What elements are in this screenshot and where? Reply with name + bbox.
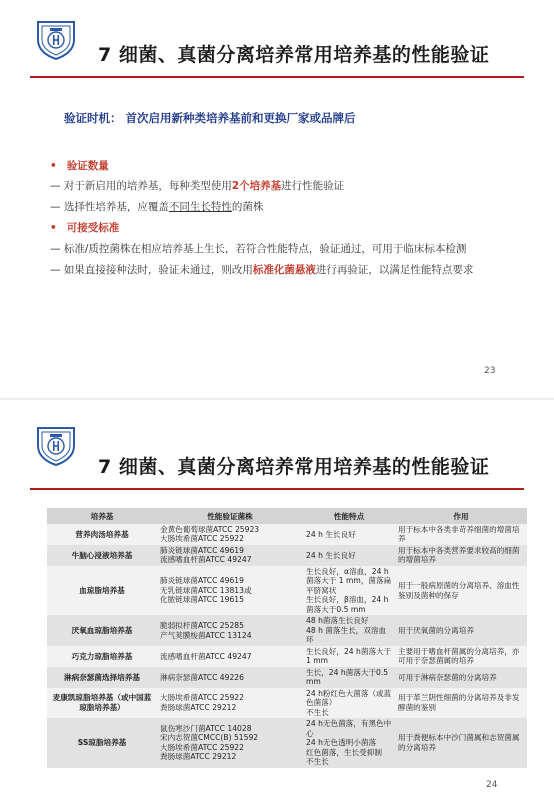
trait-item: 生长，24 h菌落大于0.5 mm xyxy=(306,667,389,687)
slide-title: 7 细菌、真菌分离培养常用培养基的性能验证 xyxy=(98,456,490,478)
use-cell: 主要用于嗜血杆菌属的分离培养，亦可用于奈瑟菌属的培养 xyxy=(395,646,527,667)
strain-item: 流感嗜血杆菌ATCC 49247 xyxy=(160,651,252,661)
traits-cell xyxy=(303,524,395,545)
strain-item: 宋内志贺菌CMCC(B) 51592 xyxy=(160,733,259,743)
table-row xyxy=(47,718,527,767)
table-row xyxy=(47,566,527,615)
strains-cell xyxy=(157,688,303,718)
trait-item: 24 h 生长良好 xyxy=(306,529,356,539)
traits-cell xyxy=(303,566,395,615)
trait-item: 不生长 xyxy=(306,757,329,767)
table-header-row xyxy=(47,508,527,524)
strain-item: 无乳链球菌ATCC 13813或 xyxy=(160,585,252,595)
slide-title: 7 细菌、真菌分离培养常用培养基的性能验证 xyxy=(98,44,490,66)
trait-item: 生长良好，α溶血，24 h菌落大于 1 mm，菌落扁平脐窝状 xyxy=(306,566,392,595)
table-row xyxy=(47,646,527,667)
strain-item: 金黄色葡萄球菌ATCC 25923 xyxy=(160,525,260,534)
header-traits: 性能特点 xyxy=(303,508,395,524)
strains-cell xyxy=(157,524,303,545)
trait-item: 48 h 菌落生长，双溶血环 xyxy=(306,625,387,645)
strain-item: 粪肠球菌ATCC 29212 xyxy=(160,752,237,762)
medium-cell: SS琼脂培养基 xyxy=(47,718,157,767)
strain-item: 肺炎链球菌ATCC 49619 xyxy=(160,545,244,555)
traits-cell xyxy=(303,688,395,718)
trait-item: 生长良好，24 h菌落大于1 mm xyxy=(306,646,392,666)
medium-cell: 牛脑心浸液培养基 xyxy=(47,545,157,566)
title-underline xyxy=(30,488,524,490)
table-row xyxy=(47,545,527,566)
title-underline xyxy=(30,76,524,78)
use-cell: 用于标本中各类营养要求较高的细菌的增菌培养 xyxy=(395,545,527,566)
hospital-logo-icon xyxy=(34,422,78,466)
use-cell: 用于一般病原菌的分离培养、溶血性鉴别及菌种的保存 xyxy=(395,566,527,615)
trait-item: 生长良好，β溶血，24 h菌落大于0.5 mm xyxy=(306,595,389,614)
strain-item: 肺炎链球菌ATCC 49619 xyxy=(160,576,244,586)
strain-item: 鼠伤寒沙门菌ATCC 14028 xyxy=(160,723,252,733)
hospital-logo-icon xyxy=(34,16,78,60)
use-cell: 可用于淋病奈瑟菌的分离培养 xyxy=(395,667,527,688)
strain-item: 化脓链球菌ATCC 19615 xyxy=(160,595,244,605)
strain-item: 大肠埃希菌ATCC 25922 xyxy=(160,693,244,703)
slide-23 xyxy=(0,0,554,400)
table-row xyxy=(47,615,527,645)
table-body xyxy=(47,524,527,768)
use-cell: 用于革兰阴性细菌的分离培养及非发酵菌的鉴别 xyxy=(395,688,527,718)
verification-timing: 验证时机： 首次启用新种类培养基前和更换厂家或品牌后 xyxy=(64,111,356,125)
trait-item: 红色菌落，生长受抑制 xyxy=(306,747,382,757)
page-number: 24 xyxy=(486,780,498,790)
strain-item: 产气荚膜梭菌ATCC 13124 xyxy=(160,630,252,640)
strain-item: 粪肠球菌ATCC 29212 xyxy=(160,702,237,712)
traits-cell xyxy=(303,667,395,688)
strains-cell xyxy=(157,718,303,767)
use-cell: 用于厌氧菌的分离培养 xyxy=(395,615,527,645)
header-strains: 性能验证菌株 xyxy=(157,508,303,524)
medium-cell: 麦康凯琼脂培养基（或中国蓝琼脂培养基） xyxy=(47,688,157,718)
strains-cell xyxy=(157,545,303,566)
header-use: 作用 xyxy=(395,508,527,524)
table-row xyxy=(47,667,527,688)
trait-item: 不生长 xyxy=(306,707,329,717)
strain-item: 大肠埃希菌ATCC 25922 xyxy=(160,534,244,544)
slide-24 xyxy=(0,400,554,802)
quantity-line-1: — 对于新启用的培养基，每种类型使用2个培养基进行性能验证 xyxy=(50,180,345,192)
medium-cell: 血琼脂培养基 xyxy=(47,566,157,615)
table-row xyxy=(47,524,527,545)
strain-item: 淋病奈瑟菌ATCC 49226 xyxy=(160,672,244,682)
traits-cell xyxy=(303,615,395,645)
acceptance-line-2: — 如果直接接种法时，验证未通过，则改用标准化菌悬液进行再验证，以满足性能特点要求 xyxy=(50,264,474,276)
strains-cell xyxy=(157,667,303,688)
strain-item: 大肠埃希菌ATCC 25922 xyxy=(160,742,244,752)
trait-item: 24 h无色菌落，有黑色中心 xyxy=(306,719,392,738)
section-heading-quantity: • 验证数量 xyxy=(50,160,109,172)
section-heading-acceptance: • 可接受标准 xyxy=(50,222,120,234)
table-row xyxy=(47,688,527,718)
use-cell: 用于粪便标本中沙门菌属和志贺菌属的分离培养 xyxy=(395,718,527,767)
strains-cell xyxy=(157,615,303,645)
traits-cell xyxy=(303,545,395,566)
medium-cell: 巧克力琼脂培养基 xyxy=(47,646,157,667)
traits-cell xyxy=(303,718,395,767)
trait-item: 24 h 生长良好 xyxy=(306,550,356,560)
traits-cell xyxy=(303,646,395,667)
medium-cell: 淋病奈瑟菌选择培养基 xyxy=(47,667,157,688)
strains-cell xyxy=(157,646,303,667)
trait-item: 48 h菌落生长良好 xyxy=(306,616,369,626)
medium-cell: 厌氧血琼脂培养基 xyxy=(47,615,157,645)
use-cell: 用于标本中各类非苛养细菌的增菌培养 xyxy=(395,524,527,545)
strains-cell xyxy=(157,566,303,615)
media-performance-table xyxy=(47,508,527,768)
page-number: 23 xyxy=(484,366,496,376)
medium-cell: 营养肉汤培养基 xyxy=(47,524,157,545)
acceptance-line-1: — 标准/质控菌株在相应培养基上生长，若符合性能特点，验证通过，可用于临床标本检测 xyxy=(50,243,467,255)
header-medium: 培养基 xyxy=(47,508,157,524)
strain-item: 流感嗜血杆菌ATCC 49247 xyxy=(160,555,252,565)
trait-item: 24 h粉红色大菌落（或蓝色菌落） xyxy=(306,688,392,708)
strain-item: 脆弱拟杆菌ATCC 25285 xyxy=(160,621,244,631)
quantity-line-2: — 选择性培养基，应覆盖不同生长特性的菌株 xyxy=(50,201,264,213)
trait-item: 24 h无色透明小菌落 xyxy=(306,738,377,748)
